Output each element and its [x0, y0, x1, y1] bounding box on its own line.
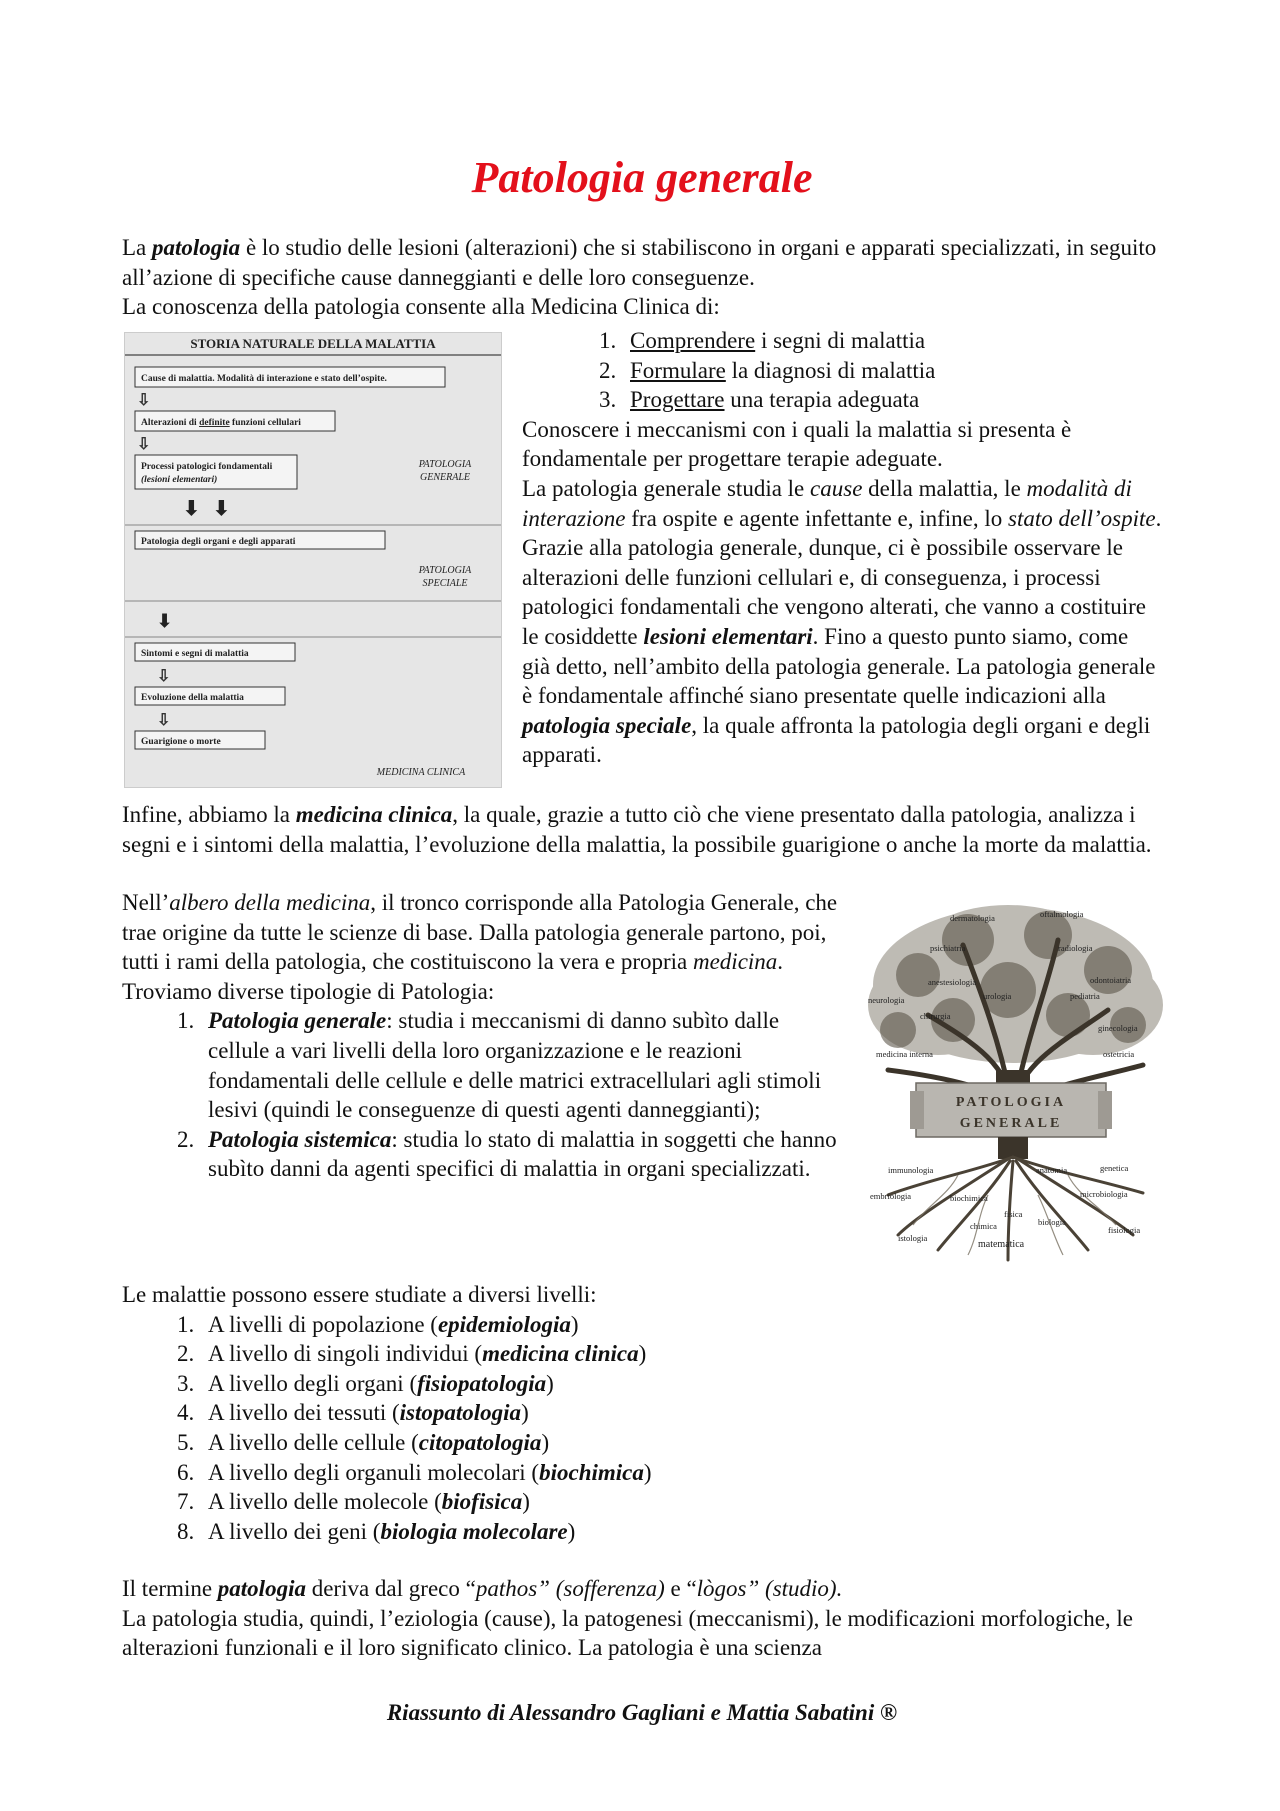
list-item: 4. A livello dei tessuti (istopatologia) [200, 1398, 1162, 1428]
paragraph: La patologia generale studia le cause della malattia, le modalità di interazione fra ospite e agente infettante e, infine, lo stato dell’ospite. Grazie alla patologia generale, dunque, ci è possibile osservare le alterazioni delle funzioni cellulari e, di conseguenza, i processi patologici fondamentali che vengono alterati, che vanno a costituire le cosiddette lesioni elementari. Fino a questo punto siamo, come già detto, nell’ambito della patologia generale. La patologia generale è fondamentale affinché siano presentate quelle indicazioni alla patologia speciale, la quale affronta la patologia degli organi e degli apparati. [522, 475, 1162, 768]
text-run: La [122, 235, 153, 260]
tree-label: biologia [1038, 1217, 1066, 1227]
right-column [522, 326, 1162, 770]
list-item: 1. Patologia generale: studia i meccanismi di danno subìto dalle cellule a vari livelli della loro organizzazione e le reazioni fondamentali delle cellule e delle matrici extracellulari agli stimoli lesivi (quindi le conseguenze di questi agenti danneggianti); [200, 1006, 842, 1124]
tree-label: oftalmologia [1040, 909, 1084, 919]
arrow-down-icon: ⇩ [137, 392, 151, 409]
arrow-down-icon: ⬇ [183, 498, 200, 520]
tree-label: genetica [1100, 1163, 1129, 1173]
arrow-down-icon: ⇩ [137, 436, 151, 453]
list-item: 5. A livello delle cellule (citopatologia) [200, 1428, 1162, 1458]
list-item: 3. A livello degli organi (fisiopatologia) [200, 1369, 1162, 1399]
tree-banner-line2: GENERALE [959, 1116, 1063, 1131]
list-item: 3. Progettare una terapia adeguata [622, 385, 1162, 415]
figure-side-label: SPECIALE [422, 578, 468, 589]
tree-label: anestesiologia [928, 977, 977, 987]
tree-label: neurologia [868, 995, 905, 1005]
page-footer: Riassunto di Alessandro Gagliani e Mattia Sabatini ® [386, 1700, 898, 1725]
list-item: 7. A livello delle molecole (biofisica) [200, 1487, 1162, 1517]
tree-label: fisiologia [1108, 1225, 1141, 1235]
intro-section [122, 233, 1162, 322]
figure-side-label: MEDICINA CLINICA [376, 767, 466, 778]
tree-label: chirurgia [920, 1011, 951, 1021]
page-title: Patologia generale [471, 153, 813, 202]
storia-naturale-figure [124, 332, 502, 788]
tree-label: matematica [978, 1239, 1025, 1250]
paragraph: Conoscere i meccanismi con i quali la malattia si presenta è fondamentale per progettare terapie adeguate. [522, 416, 1072, 472]
figure-header: STORIA NATURALE DELLA MALATTIA [190, 336, 436, 351]
figure-side-label: PATOLOGIA [418, 459, 472, 470]
figure-side-label: GENERALE [420, 472, 470, 483]
tree-banner-line1: PATOLOGIA [955, 1095, 1067, 1110]
tree-label: fisica [1004, 1209, 1023, 1219]
tipologie-list [122, 1006, 842, 1184]
figure-box-evoluzione: Evoluzione della malattia [141, 693, 244, 703]
intro-paragraph-1 [122, 233, 1162, 292]
albero-medicina-figure [858, 895, 1168, 1273]
tree-label: istologia [898, 1233, 928, 1243]
paragraph: Il termine patologia deriva dal greco “pathos” (sofferenza) e “lògos” (studio). [122, 1576, 843, 1601]
tree-label: chimica [970, 1221, 997, 1231]
figure-box-lesioni: (lesioni elementari) [141, 475, 218, 485]
tree-label: odontoiatria [1090, 975, 1132, 985]
tree-label: ostetricia [1103, 1049, 1135, 1059]
list-item: 2. Patologia sistemica: studia lo stato di malattia in soggetti che hanno subìto danni da agenti specifici di malattia in organi specializzati. [200, 1125, 842, 1184]
livelli-section [122, 1280, 1162, 1546]
paragraph: La patologia studia, quindi, l’eziologia (cause), la patogenesi (meccanismi), le modificazioni morfologiche, le alterazioni funzionali e il loro significato clinico. La patologia è una scienza [122, 1605, 1134, 1661]
tree-label: ginecologia [1098, 1023, 1138, 1033]
tree-label: radiologia [1058, 943, 1093, 953]
figure-box-organi: Patologia degli organi e degli apparati [141, 537, 296, 547]
tree-label: immunologia [888, 1165, 934, 1175]
list-item: 2. A livello di singoli individui (medicina clinica) [200, 1339, 1162, 1369]
figure-box-sintomi: Sintomi e segni di malattia [141, 649, 249, 659]
text-run: è lo studio delle lesioni (alterazioni) che si stabiliscono in organi e apparati specializzati, in seguito all’azione di specifiche cause danneggianti e delle loro conseguenze. [122, 235, 1157, 290]
list-item: 1. A livelli di popolazione (epidemiologia) [200, 1310, 1162, 1340]
paragraph: Le malattie possono essere studiate a diversi livelli: [122, 1282, 597, 1307]
arrow-down-icon: ⬇ [157, 611, 173, 631]
tree-label: pediatria [1070, 991, 1100, 1001]
list-item: 2. Formulare la diagnosi di malattia [622, 356, 1162, 386]
list-item: 6. A livello degli organuli molecolari (biochimica) [200, 1458, 1162, 1488]
figure-box-processi: Processi patologici fondamentali [141, 462, 273, 472]
figure-box-alterazioni: Alterazioni di definite funzioni cellulari [141, 418, 301, 428]
figure-side-label: PATOLOGIA [418, 565, 472, 576]
paragraph: Troviamo diverse tipologie di Patologia: [122, 978, 495, 1004]
etimologia-section [122, 1574, 1162, 1663]
list-item: 1. Comprendere i segni di malattia [622, 326, 1162, 356]
paragraph: Nell’albero della medicina, il tronco corrisponde alla Patologia Generale, che trae origine da tutte le scienze di base. Dalla patologia generale partono, poi, tutti i rami della patologia, che costituiscono la vera e propria medicina. [122, 890, 838, 975]
tree-label: medicina interna [876, 1049, 933, 1059]
tree-label: anatomia [1036, 1165, 1068, 1175]
arrow-down-icon: ⇩ [157, 712, 171, 729]
tree-label: embriologia [870, 1191, 912, 1201]
emphasis: patologia [152, 235, 241, 260]
tree-label: microbiologia [1080, 1189, 1128, 1199]
tree-label: urologia [983, 991, 1012, 1001]
list-item: 8. A livello dei geni (biologia molecolare) [200, 1517, 1162, 1547]
arrow-down-icon: ⬇ [213, 498, 230, 520]
albero-section [122, 888, 842, 1184]
intro-paragraph-2: La conoscenza della patologia consente alla Medicina Clinica di: [122, 294, 720, 320]
figure-box-guarigione: Guarigione o morte [141, 737, 221, 747]
arrow-down-icon: ⇩ [157, 668, 171, 685]
livelli-list [122, 1310, 1162, 1547]
comprendere-list [522, 326, 1162, 415]
tree-label: biochimica [950, 1193, 988, 1203]
tree-label: psichiatria [930, 943, 966, 953]
tree-label: dermatologia [950, 913, 995, 923]
medicina-clinica-paragraph: Infine, abbiamo la medicina clinica, la quale, grazie a tutto ciò che viene presentato dalla patologia, analizza i segni e i sintomi della malattia, l’evoluzione della malattia, la possibile guarigione o anche la morte da malattia. [122, 802, 1152, 857]
figure-box-cause: Cause di malattia. Modalità di interazione e stato dell’ospite. [141, 374, 387, 384]
